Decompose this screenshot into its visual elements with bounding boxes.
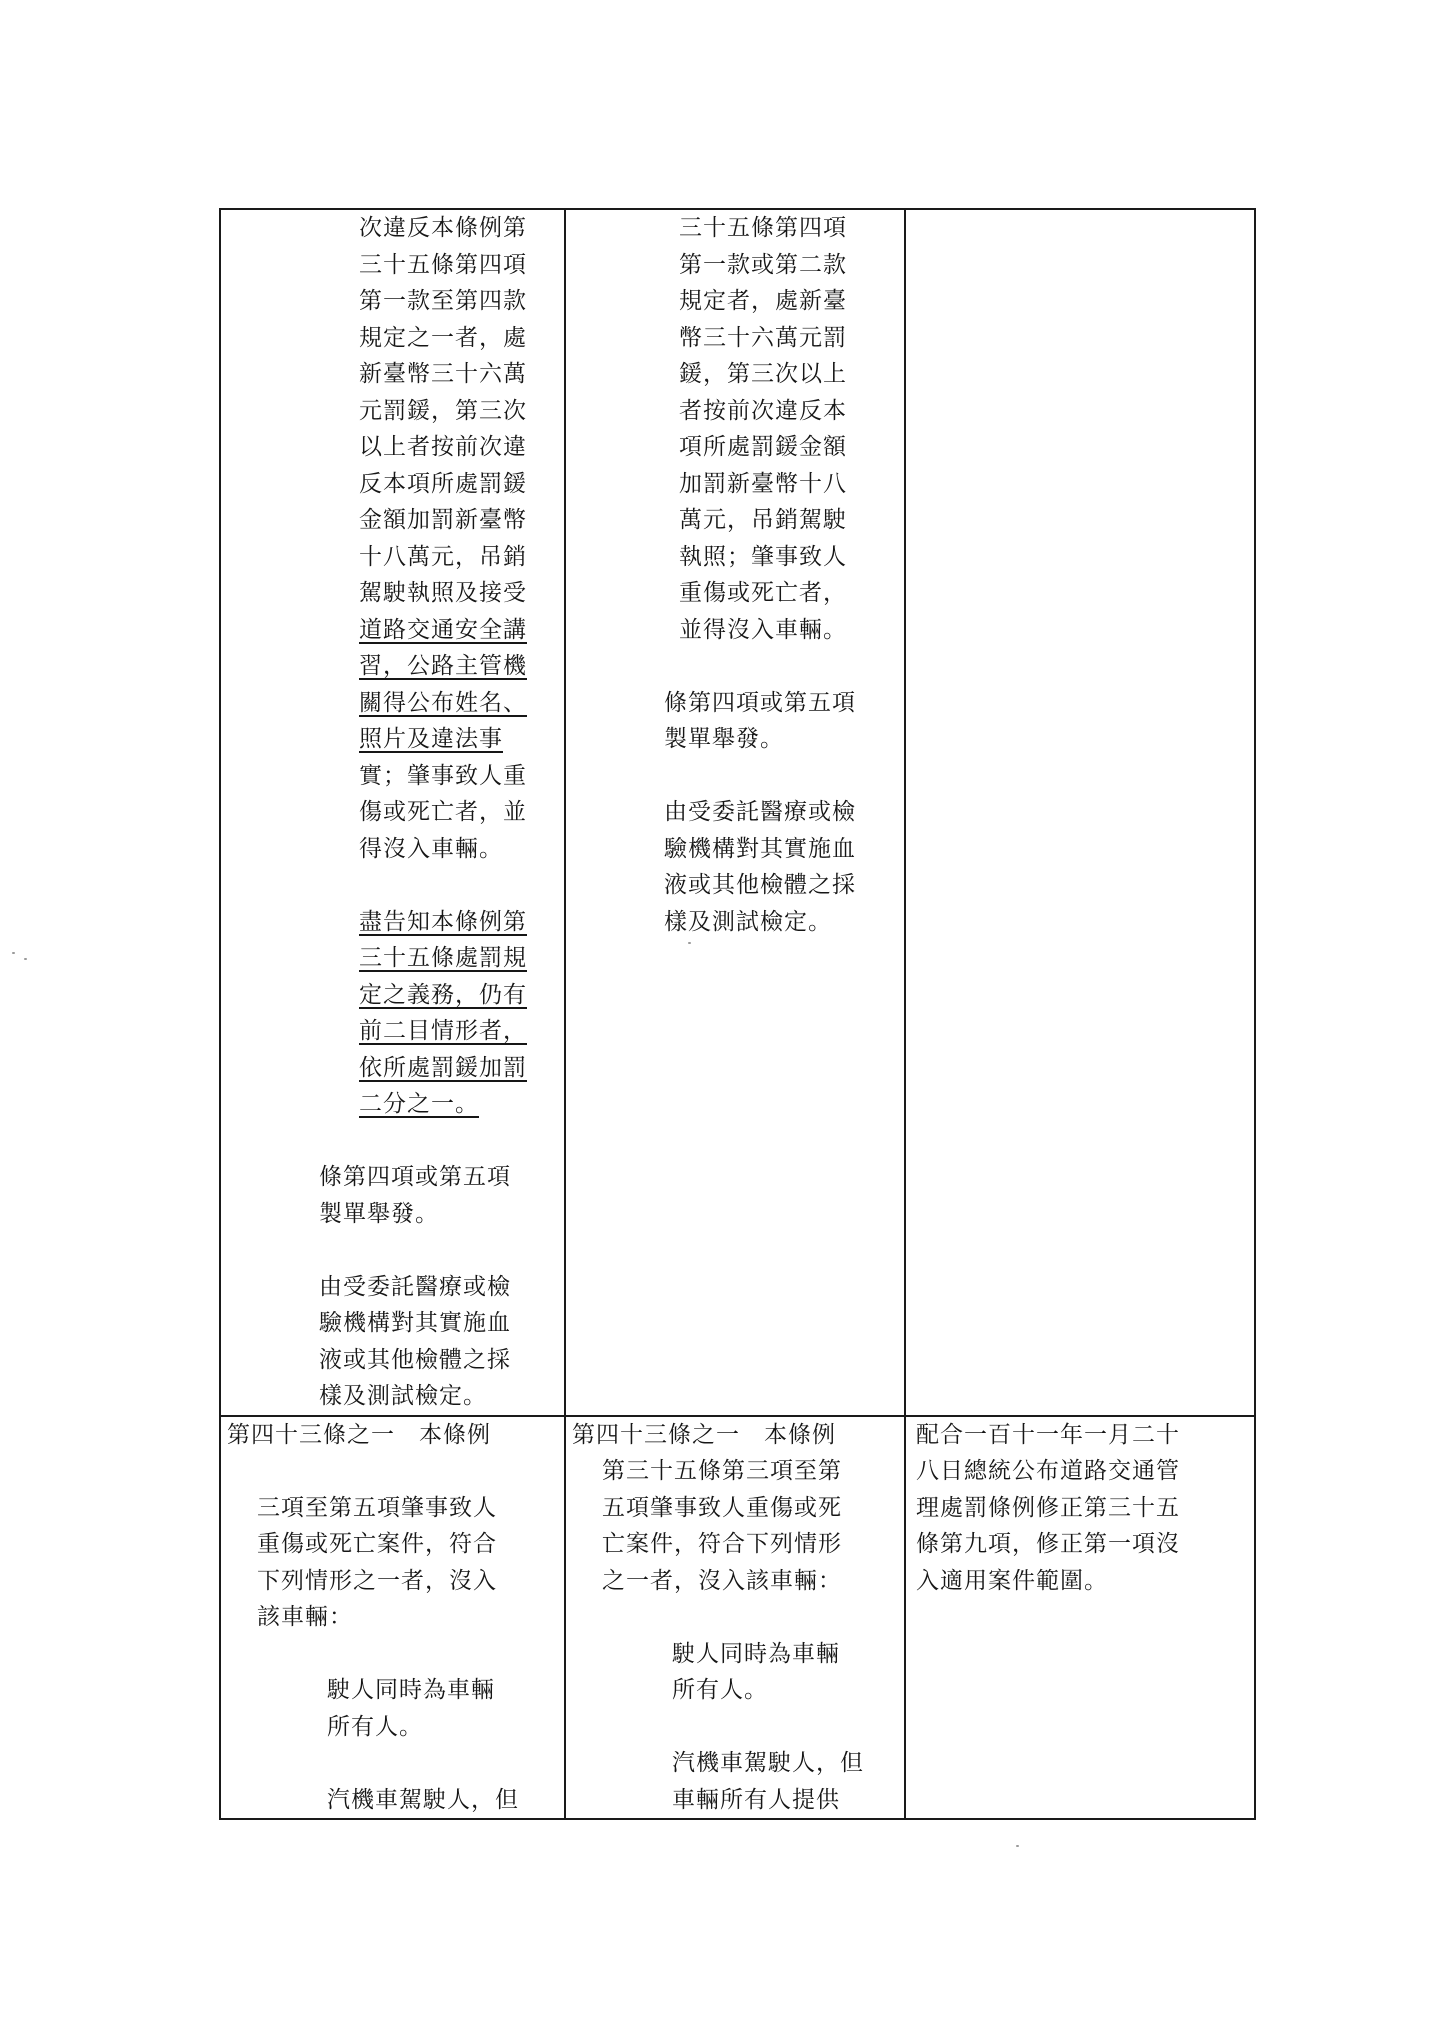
underlined-text-line: 前二目情形者， (359, 1018, 527, 1044)
scan-speck (1016, 1845, 1019, 1847)
text-line: 入適用案件範圍。 (916, 1567, 1108, 1594)
current-text-cell (565, 209, 905, 1416)
underlined-text-line: 習，公路主管機 (359, 653, 527, 679)
text-line: 由受委託醫療或檢 (319, 1273, 511, 1300)
text-line: 八日總統公布道路交通管 (916, 1458, 1180, 1484)
text-line: 金額加罰新臺幣 (359, 507, 527, 533)
text-line: 新臺幣三十六萬 (359, 361, 527, 387)
text-line: 所有人。 (327, 1713, 423, 1740)
text-line: 駛人同時為車輛 (672, 1640, 840, 1667)
underlined-text-line: 關得公布姓名、 (359, 689, 527, 716)
text-line: 車輛所有人提供 (672, 1786, 840, 1813)
explanation-cell (905, 1416, 1255, 1820)
explanation-cell (905, 209, 1255, 1416)
item-one (572, 1599, 896, 1636)
comparison-table (219, 208, 1256, 1820)
underlined-text-line: 照片及違法事 (359, 726, 503, 752)
text-line: 樣及測試檢定。 (319, 1383, 487, 1409)
text-line: 驗機構對其實施血 (319, 1310, 511, 1336)
article-heading: 第四十三條之一 本條例 (572, 1421, 836, 1448)
underlined-text-line: 依所處罰鍰加罰 (359, 1054, 527, 1081)
text-line: 汽機車駕駛人，但 (327, 1786, 519, 1813)
text-line: 駛人同時為車輛 (327, 1677, 495, 1703)
text-line: 液或其他檢體之採 (319, 1346, 511, 1373)
text-line: 亡案件，符合下列情形 (602, 1531, 842, 1557)
text-line: 並得沒入車輛。 (679, 616, 847, 643)
text-line: 三十五條第四項 (359, 251, 527, 278)
text-line: 理處罰條例修正第三十五 (916, 1494, 1180, 1521)
text-line: 駕駛執照及接受 (359, 580, 527, 606)
amended-text-cell (220, 1416, 565, 1820)
text-line: 傷或死亡者，並 (359, 799, 527, 825)
text-line: 反本項所處罰鍰 (359, 470, 527, 497)
text-line: 之一者，沒入該車輛： (602, 1567, 842, 1594)
text-line: 第一款至第四款 (359, 288, 527, 314)
underlined-text-line: 定之義務，仍有 (359, 981, 527, 1008)
text-line: 條第四項或第五項 (664, 689, 856, 716)
amended-text-cell (220, 209, 565, 1416)
sub-item-three (229, 867, 556, 904)
item-one (227, 1636, 556, 1673)
text-line: 元罰鍰，第三次 (359, 397, 527, 424)
text-line: 次違反本條例第 (359, 215, 527, 241)
text-line: 汽機車駕駛人，但 (672, 1750, 864, 1776)
item-two (572, 1709, 896, 1746)
text-line: 驗機構對其實施血 (664, 835, 856, 862)
text-line: 配合一百十一年一月二十 (916, 1421, 1180, 1448)
item-two (229, 1123, 556, 1160)
text-line: 萬元，吊銷駕駛 (679, 507, 847, 533)
text-line: 第一款或第二款 (679, 251, 847, 278)
text-line (227, 1453, 556, 1490)
underlined-text-line: 三十五條處罰規 (359, 945, 527, 971)
text-line: 重傷或死亡者， (679, 580, 847, 606)
text-line: 由受委託醫療或檢 (664, 799, 856, 825)
text-line: 三項至第五項肇事致人 (257, 1494, 497, 1521)
text-line: 項所處罰鍰金額 (679, 434, 847, 460)
text-line: 條第九項，修正第一項沒 (916, 1531, 1180, 1557)
text-line: 製單舉發。 (664, 726, 784, 752)
text-line: 鍰，第三次以上 (679, 361, 847, 387)
text-line: 樣及測試檢定。 (664, 908, 832, 935)
item-three (574, 758, 896, 795)
text-line: 以上者按前次違 (359, 434, 527, 460)
text-line: 重傷或死亡案件，符合 (257, 1531, 497, 1557)
text-line: 所有人。 (672, 1677, 768, 1703)
article-heading: 第四十三條之一 本條例 (227, 1421, 491, 1448)
current-text-cell (565, 1416, 905, 1820)
text-line: 三十五條第四項 (679, 215, 847, 241)
text-line: 者按前次違反本 (679, 397, 847, 424)
text-line: 十八萬元，吊銷 (359, 543, 527, 570)
text-line: 條第四項或第五項 (319, 1164, 511, 1190)
item-two (574, 648, 896, 685)
table-row (220, 209, 1255, 1416)
underlined-text-line: 盡告知本條例第 (359, 908, 527, 935)
text-line: 第三十五條第三項至第 (602, 1458, 842, 1484)
text-line: 五項肇事致人重傷或死 (602, 1494, 842, 1521)
text-line: 規定之一者，處 (359, 324, 527, 351)
item-three (229, 1232, 556, 1269)
text-line: 規定者，處新臺 (679, 288, 847, 314)
text-line: 液或其他檢體之採 (664, 872, 856, 898)
text-line: 得沒入車輛。 (359, 835, 503, 862)
text-line: 加罰新臺幣十八 (679, 470, 847, 497)
table-row (220, 1416, 1255, 1820)
text-line: 幣三十六萬元罰 (679, 324, 847, 351)
text-line: 製單舉發。 (319, 1200, 439, 1227)
scan-speck (24, 958, 27, 960)
underlined-text-line: 道路交通安全講 (359, 616, 527, 643)
underlined-text-line: 二分之一。 (359, 1091, 479, 1117)
item-two (227, 1745, 556, 1782)
scan-speck (12, 952, 15, 954)
text-line: 該車輛： (257, 1604, 353, 1630)
text-line: 下列情形之一者，沒入 (257, 1567, 497, 1594)
text-line: 實；肇事致人重 (359, 762, 527, 789)
text-line: 執照；肇事致人 (679, 543, 847, 570)
